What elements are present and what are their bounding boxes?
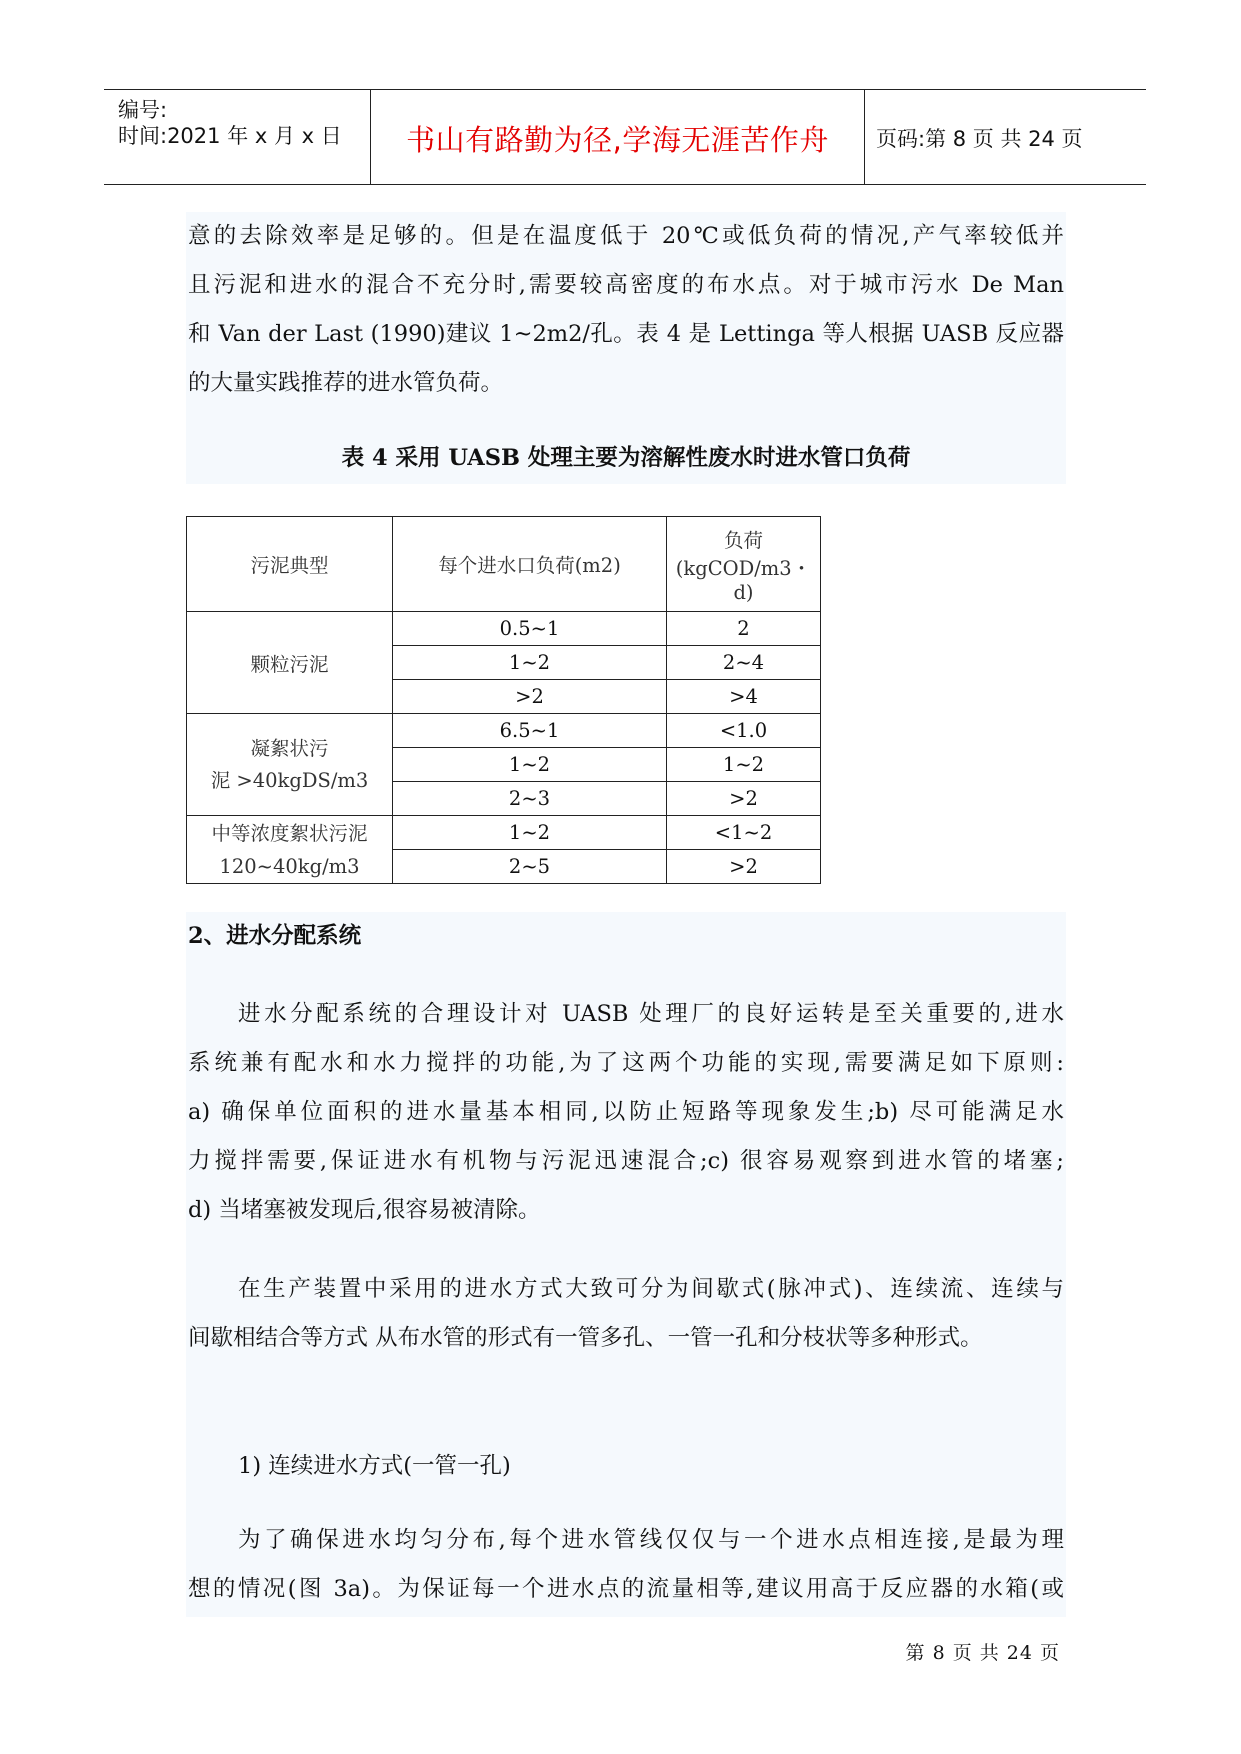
subsection-title: 1) 连续进水方式(一管一孔) <box>238 1453 511 1479</box>
category-line: 120~40kg/m3 <box>219 854 360 878</box>
table-cell: 1~2 <box>393 646 667 680</box>
category-cell <box>187 816 393 884</box>
table-row <box>187 714 821 748</box>
paragraph-line: a) 确保单位面积的进水量基本相同,以防止短路等现象发生;b) 尽可能满足水 <box>188 1099 1064 1125</box>
intro-paragraph <box>188 212 1064 408</box>
table-cell: >4 <box>667 680 821 714</box>
intro-line: 且污泥和进水的混合不充分时,需要较高密度的布水点。对于城市污水 De Man <box>188 272 1064 298</box>
paragraph-line: 在生产装置中采用的进水方式大致可分为间歇式(脉冲式)、连续流、连续与 <box>238 1276 1064 1302</box>
category-cell <box>187 714 393 816</box>
header-number-label: 编号: <box>118 98 168 122</box>
table-cell: 1~2 <box>393 816 667 850</box>
paragraph-line: 进水分配系统的合理设计对 UASB 处理厂的良好运转是至关重要的,进水 <box>238 1001 1064 1027</box>
table-row <box>187 816 821 850</box>
header-motto-cell <box>371 90 865 184</box>
load-table <box>186 516 821 884</box>
paragraph-line: 系统兼有配水和水力搅拌的功能,为了这两个功能的实现,需要满足如下原则: <box>188 1050 1064 1076</box>
table-cell: <1~2 <box>667 816 821 850</box>
table-cell: 2 <box>667 612 821 646</box>
header-page-label: 页码:第 8 页 共 24 页 <box>876 127 1083 151</box>
paragraph-line: 间歇相结合等方式 从布水管的形式有一管多孔、一管一孔和分枝状等多种形式。 <box>188 1325 983 1351</box>
page-footer: 第 8 页 共 24 页 <box>905 1642 1060 1664</box>
header-motto: 书山有路勤为径,学海无涯苦作舟 <box>406 123 829 157</box>
category-line: 中等浓度絮状污泥 <box>211 821 368 845</box>
header-cell-inlet-load: 每个进水口负荷(m2) <box>393 517 667 612</box>
header-page-cell <box>866 90 1146 184</box>
category-cell: 颗粒污泥 <box>187 612 393 714</box>
table-cell: 2~5 <box>393 850 667 884</box>
table-caption: 表 4 采用 UASB 处理主要为溶解性废水时进水管口负荷 <box>341 445 911 471</box>
table-cell: 1~2 <box>393 748 667 782</box>
header-cell-sludge-type: 污泥典型 <box>187 517 393 612</box>
header-cell-load <box>667 517 821 612</box>
table-cell: 1~2 <box>667 748 821 782</box>
paragraph-line: 为了确保进水均匀分布,每个进水管线仅仅与一个进水点相连接,是最为理 <box>238 1527 1064 1553</box>
table-cell: 2~4 <box>667 646 821 680</box>
category-line: 凝絮状污 <box>250 736 329 760</box>
table-cell: >2 <box>667 782 821 816</box>
header-left-cell <box>104 90 371 184</box>
paragraph-continuous-inlet <box>188 1516 1064 1614</box>
intro-line: 意的去除效率是足够的。但是在温度低于 20℃或低负荷的情况,产气率较低并 <box>188 223 1064 249</box>
table-cell: >2 <box>667 850 821 884</box>
table-cell: 6.5~1 <box>393 714 667 748</box>
page-header <box>104 89 1146 185</box>
table-row <box>187 612 821 646</box>
table-cell: 2~3 <box>393 782 667 816</box>
intro-line: 和 Van der Last (1990)建议 1~2m2/孔。表 4 是 Lettinga 等人根据 UASB 反应器 <box>188 321 1064 347</box>
section-title: 2、进水分配系统 <box>188 923 362 949</box>
category-line: 泥 >40kgDS/m3 <box>210 768 369 792</box>
paragraph-line: 力搅拌需要,保证进水有机物与污泥迅速混合;c) 很容易观察到进水管的堵塞; <box>188 1148 1064 1174</box>
paragraph-inlet-modes <box>188 1265 1064 1363</box>
header-load-unit: (kgCOD/m3・d) <box>675 556 812 604</box>
paragraph-principles <box>188 990 1064 1235</box>
subsection-block <box>188 1442 1064 1491</box>
paragraph-line: 想的情况(图 3a)。为保证每一个进水点的流量相等,建议用高于反应器的水箱(或 <box>188 1576 1064 1602</box>
table-header-row <box>187 517 821 612</box>
intro-line: 的大量实践推荐的进水管负荷。 <box>188 370 504 396</box>
table-cell: >2 <box>393 680 667 714</box>
paragraph-line: d) 当堵塞被发现后,很容易被清除。 <box>188 1197 541 1223</box>
header-load-label: 负荷 <box>723 528 763 552</box>
header-time-label: 时间:2021 年 x 月 x 日 <box>118 124 342 148</box>
table-cell: <1.0 <box>667 714 821 748</box>
table-cell: 0.5~1 <box>393 612 667 646</box>
